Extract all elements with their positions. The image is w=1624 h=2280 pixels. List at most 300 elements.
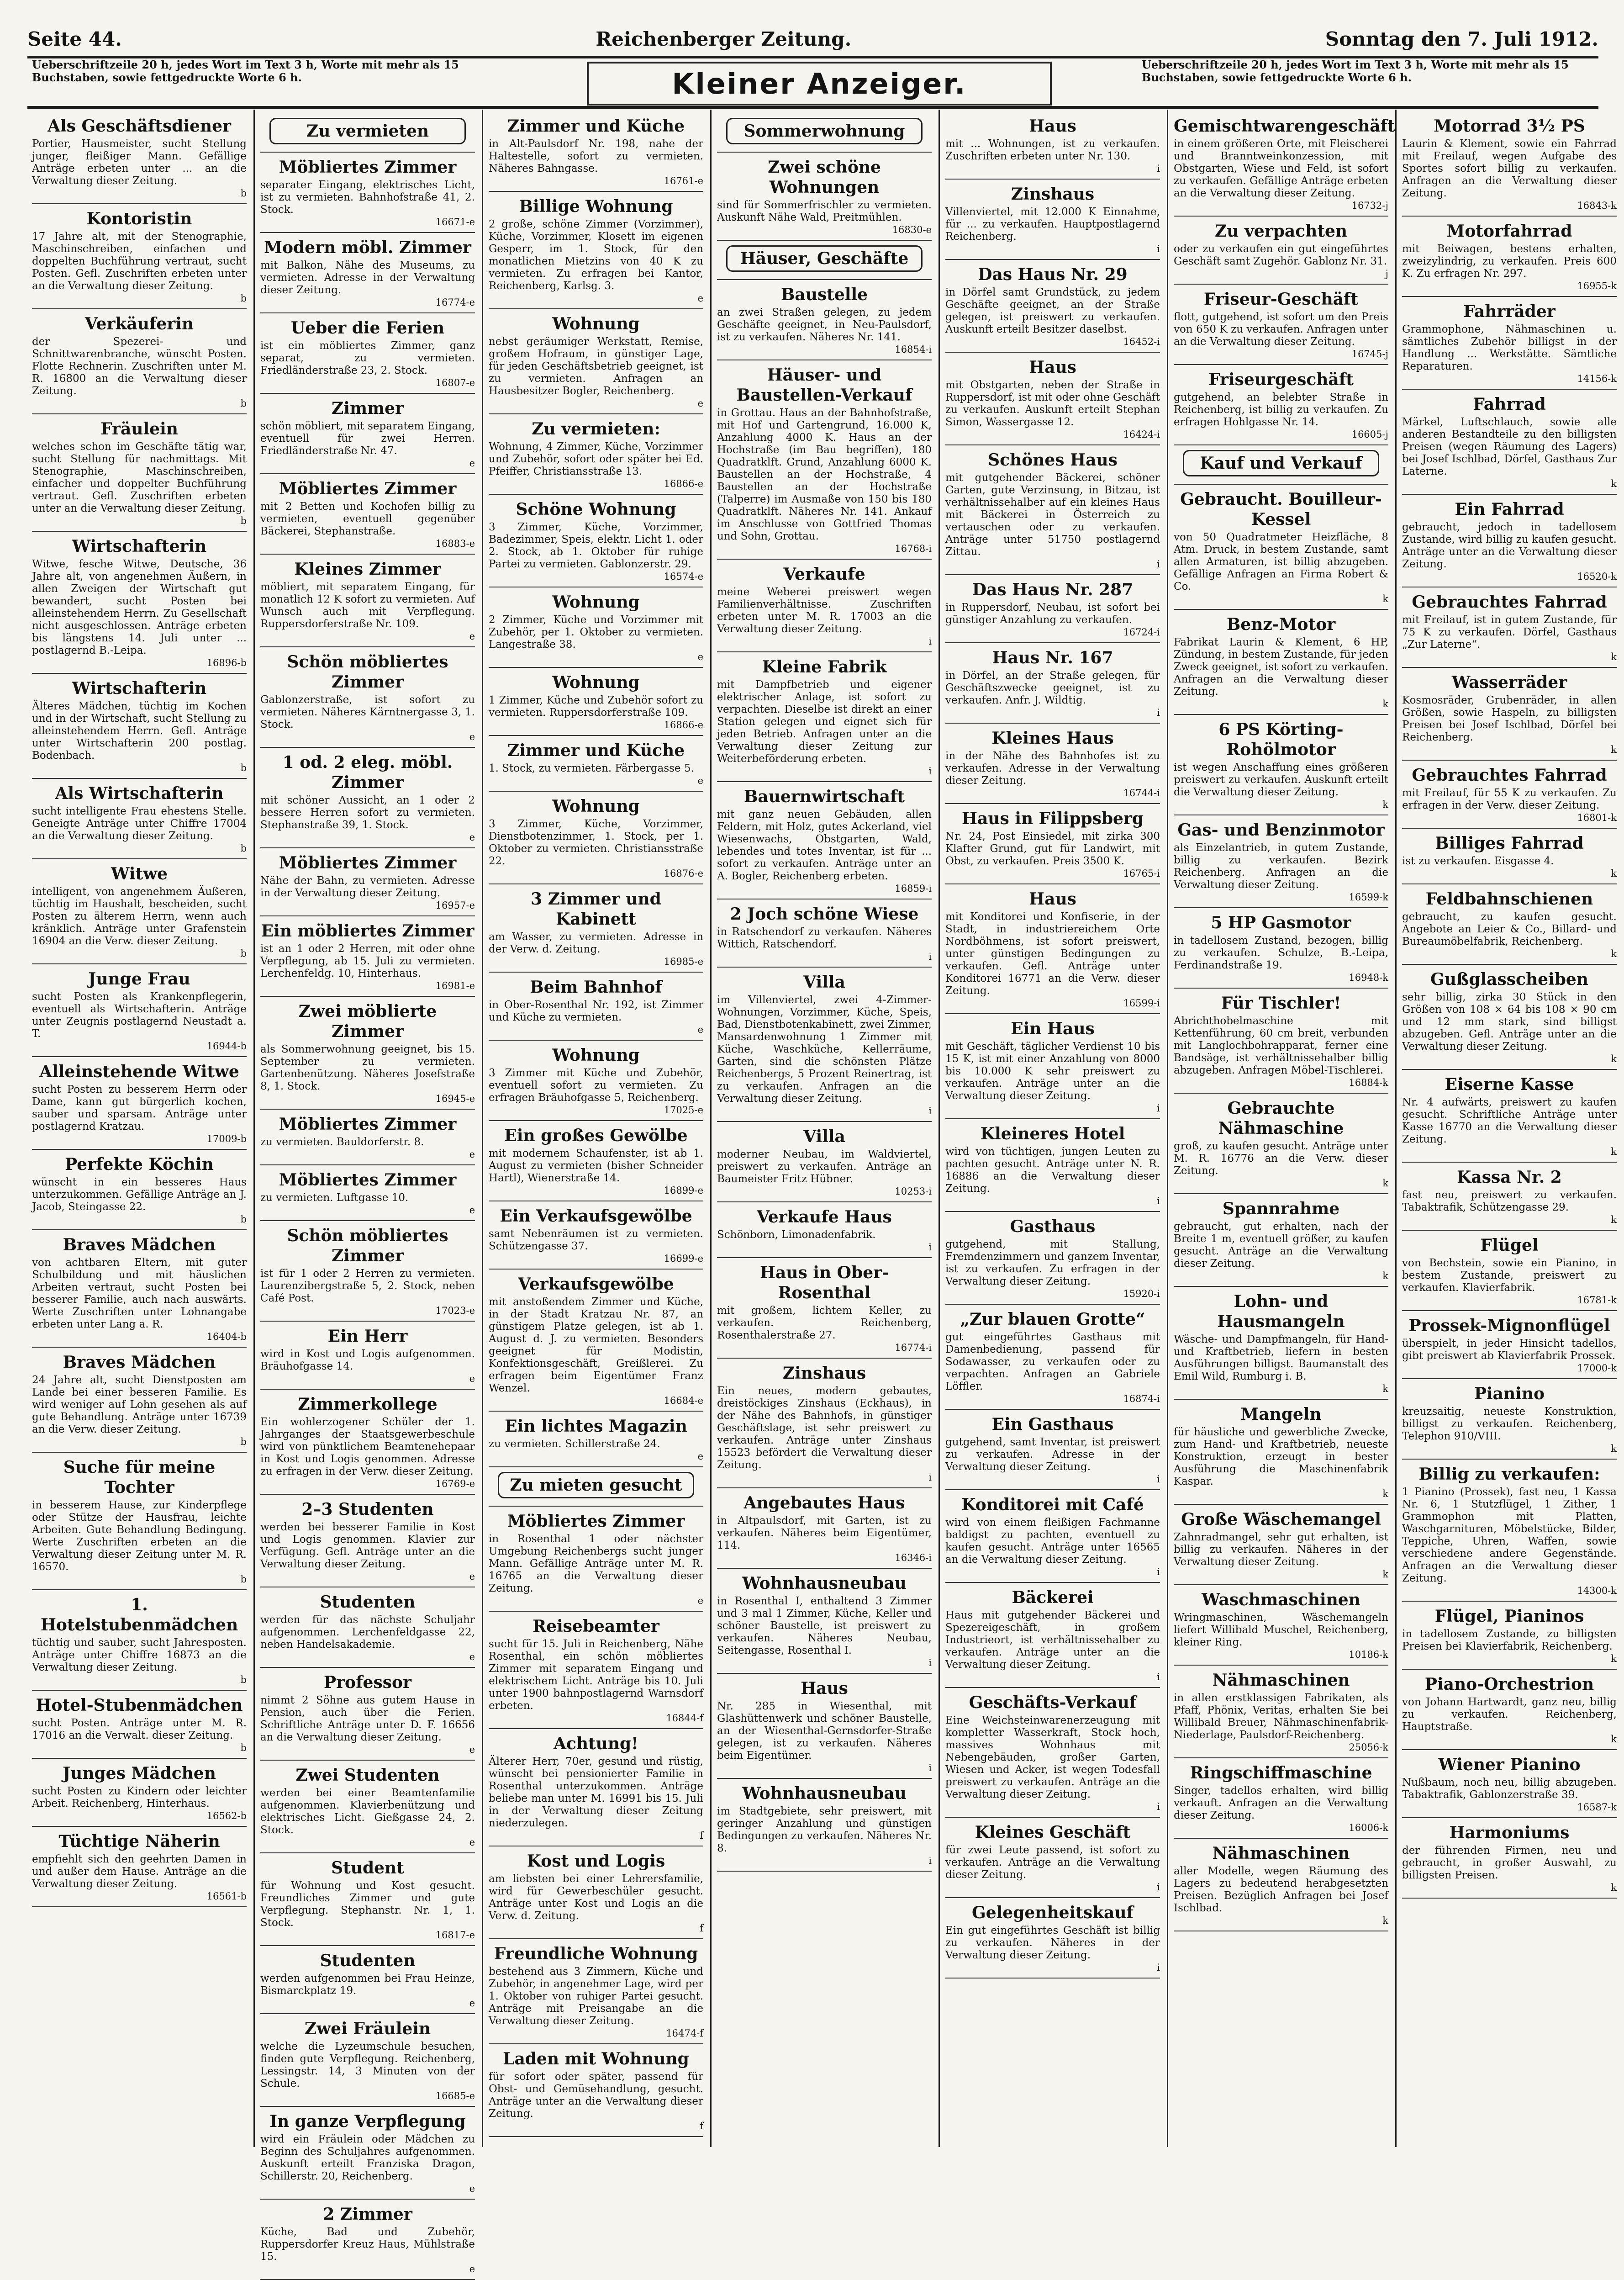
- ad-number: b: [240, 1436, 247, 1447]
- classified-ad: [945, 1822, 1160, 1898]
- ad-body: in tadellosem Zustande, zu billigsten Preisen bei Klavierfabrik, Reichenberg.: [1402, 1628, 1617, 1652]
- ad-number: 16817-e: [435, 1930, 475, 1941]
- ad-number: i: [1157, 1196, 1160, 1206]
- classified-ad: [489, 889, 703, 973]
- classified-ad: [489, 1944, 703, 2044]
- classified-ad: [32, 116, 247, 204]
- ad-heading: Ueber die Ferien: [290, 318, 445, 338]
- ad-body: Kosmosräder, Grubenräder, in allen Größen, sowie Haspeln, zu billigsten Preisen bei Josef Ischlbad, Dörfel bei Reichenberg.: [1402, 694, 1617, 743]
- classified-ad: [717, 1573, 932, 1674]
- ad-body: wünscht in ein besseres Haus unterzukommen. Gefällige Anträge an J. Jacob, Steingasse 22.: [32, 1176, 247, 1213]
- ad-heading: Flügel: [1480, 1236, 1539, 1255]
- ad-number: f: [700, 1830, 703, 1841]
- ad-number: 16948-k: [1349, 972, 1388, 983]
- classified-ad: [32, 1352, 247, 1453]
- classified-ad: [489, 977, 703, 1041]
- classified-ad: [260, 1326, 475, 1390]
- ad-heading: Zimmer und Küche: [507, 741, 685, 760]
- classified-ad: [945, 1903, 1160, 1978]
- classified-ad: [945, 1019, 1160, 1119]
- ad-heading: Ein Gasthaus: [991, 1415, 1114, 1434]
- ad-body: 2 Zimmer, Küche und Vorzimmer mit Zubehör, per 1. Oktober zu vermieten. Langestraße 38.: [489, 614, 703, 651]
- ad-body: wird von einem fleißigen Fachmanne baldigst zu pachten, eventuell zu kaufen gesucht. Anträge unter 16565 an die Verwaltung dieser Zeitung.: [945, 1517, 1160, 1566]
- ad-body: sucht für 15. Juli in Reichenberg, Nähe Rosenthal, ein schön möbliertes Zimmer mit separatem Eingang und elektrischem Licht. Anträge bis 10. Juli unter 1900 bahnpostlagernd Warnsdorf erbeten.: [489, 1638, 703, 1712]
- classified-ad: [32, 1831, 247, 1907]
- classified-ad: [489, 1126, 703, 1201]
- ad-number: i: [1157, 1566, 1160, 1577]
- ad-body: mit ... Wohnungen, ist zu verkaufen. Zuschriften erbeten unter Nr. 130.: [945, 138, 1160, 162]
- classified-ad: [489, 1416, 703, 1467]
- classified-ad: [945, 1587, 1160, 1688]
- ad-number: k: [1382, 698, 1388, 709]
- ad-number: k: [1611, 948, 1617, 959]
- classified-ad: [1402, 116, 1617, 217]
- ad-number: k: [1611, 1882, 1617, 1893]
- ad-heading: Fahrrad: [1473, 395, 1546, 414]
- ad-heading: Ein Fahrrad: [1455, 500, 1564, 519]
- ad-heading: Möbliertes Zimmer: [279, 479, 457, 498]
- ad-number: e: [469, 1744, 475, 1755]
- classified-ad: [260, 1592, 475, 1668]
- classified-ad: [1174, 489, 1388, 610]
- classified-ad: [489, 314, 703, 414]
- ad-body: von 50 Quadratmeter Heizfläche, 8 Atm. Druck, in bestem Zustande, samt allen Armaturen, ist billig abzugeben. Gefällige Anfragen an Firma Robert & Co.: [1174, 531, 1388, 592]
- ad-heading: Billiges Fahrrad: [1435, 834, 1584, 853]
- ad-heading: Gas- und Benzinmotor: [1177, 820, 1385, 840]
- ad-body: Nr. 4 aufwärts, preiswert zu kaufen gesucht. Schriftliche Anträge unter Kasse 16770 an die Verwaltung dieser Zeitung.: [1402, 1096, 1617, 1145]
- ad-heading: Zimmerkollege: [298, 1395, 438, 1414]
- classified-ad: [489, 672, 703, 736]
- ad-number: k: [1382, 1915, 1388, 1926]
- ad-body: gebraucht, zu kaufen gesucht. Angebote an Leier & Co., Billard- und Bureaumöbelfabrik, Reichenberg.: [1402, 911, 1617, 947]
- ad-heading: Kleines Haus: [991, 729, 1114, 748]
- ad-number: 16474-f: [666, 2028, 703, 2039]
- ad-number: 16774-e: [435, 297, 475, 308]
- ad-heading: Möbliertes Zimmer: [279, 1170, 457, 1190]
- ad-number: i: [928, 951, 932, 962]
- ad-heading: Kleine Fabrik: [762, 657, 887, 677]
- ad-body: im Stadtgebiete, sehr preiswert, mit geringer Anzahlung und günstigen Bedingungen zu verkaufen. Näheres Nr. 8.: [717, 1805, 932, 1854]
- ad-body: intelligent, von angenehmem Äußeren, tüchtig im Haushalt, bescheiden, sucht Posten zu älterem Herrn, wenn auch kränklich. Anträge unter Grafenstein 16904 an die Verw. dieser Zeitung.: [32, 886, 247, 947]
- classified-ad: [489, 2049, 703, 2137]
- ad-number: i: [1157, 243, 1160, 254]
- classified-ad: [1174, 913, 1388, 989]
- ad-body: mit schöner Aussicht, an 1 oder 2 bessere Herren sofort zu vermieten. Stephanstraße 39, 1. Stock.: [260, 794, 475, 831]
- ad-body: Eine Weichsteinwarenerzeugung mit kompletter Wasserkraft, Stock hoch, massives Wohnhaus mit Nebengebäuden, großer Garten, Wiesen und Acker, ist wegen Todesfall preiswert zu verkaufen. Anträge an die Verwaltung dieser Zeitung.: [945, 1714, 1160, 1800]
- ad-number: k: [1611, 868, 1617, 879]
- ad-body: in Ober-Rosenthal Nr. 192, ist Zimmer und Küche zu vermieten.: [489, 999, 703, 1023]
- classified-ad: [489, 1274, 703, 1412]
- ad-number: e: [469, 2183, 475, 2194]
- classified-ad: [260, 921, 475, 997]
- classified-ad: [717, 157, 932, 241]
- ad-number: e: [469, 631, 475, 642]
- ad-column: [1174, 114, 1395, 2147]
- classified-ad: [717, 1678, 932, 1779]
- ad-heading: Suche für meine Tochter: [63, 1458, 216, 1497]
- ad-number: k: [1611, 1146, 1617, 1157]
- ad-number: i: [928, 1657, 932, 1668]
- ad-body: moderner Neubau, im Waldviertel, preiswert zu verkaufen. Anträge an Baumeister Fritz Hübner.: [717, 1148, 932, 1185]
- ad-number: i: [1157, 559, 1160, 570]
- ad-body: Ein gut eingeführtes Geschäft ist billig zu verkaufen. Näheres in der Verwaltung dieser Zeitung.: [945, 1925, 1160, 1961]
- classified-ad: [1174, 370, 1388, 445]
- ad-heading: Reisebeamter: [533, 1617, 659, 1636]
- ad-number: 16562-b: [206, 1810, 247, 1821]
- ad-heading: Zimmer und Küche: [507, 116, 685, 136]
- classified-ad: [945, 1495, 1160, 1583]
- classified-ad: [489, 1045, 703, 1121]
- ad-number: f: [700, 2121, 703, 2132]
- ad-body: in tadellosem Zustand, bezogen, billig zu verkaufen. Schulze, B.-Leipa, Ferdinandstraße 19.: [1174, 935, 1388, 971]
- ad-body: Fabrikat Laurin & Klement, 6 HP, Zündung, in bestem Zustande, für jeden Zweck geeignet, ist sofort zu verkaufen. Anfragen an die Verwaltung dieser Zeitung.: [1174, 636, 1388, 698]
- classified-ad: [489, 419, 703, 495]
- ad-heading: Villa: [803, 973, 845, 992]
- ad-body: der Spezerei- und Schnittwarenbranche, wünscht Posten. Flotte Rechnerin. Zuschriften unter M. R. 16800 an die Verwaltung dieser Zeitung.: [32, 336, 247, 397]
- ad-number: 16745-j: [1351, 349, 1388, 360]
- issue-date: Sonntag den 7. Juli 1912.: [1325, 27, 1598, 50]
- ad-number: i: [928, 1106, 932, 1116]
- ad-body: in Dörfel, an der Straße gelegen, für Geschäftszwecke geeignet, ist zu verkaufen. Anfr. J. Wildtig.: [945, 670, 1160, 706]
- ad-number: 16899-e: [664, 1185, 703, 1196]
- classified-ad: [1174, 1291, 1388, 1400]
- ad-number: 16699-e: [664, 1253, 703, 1264]
- ad-body: Abrichthobelmaschine mit Kettenführung, 60 cm breit, verbunden mit Langlochbohrapparat, ferner eine Bandsäge, ist verhältnissehalber billig abzugeben. Anfragen Möbel-Tischlerei.: [1174, 1015, 1388, 1076]
- ad-heading: Geschäfts-Verkauf: [969, 1693, 1137, 1712]
- ad-number: e: [697, 651, 703, 662]
- ad-number: 16605-j: [1351, 429, 1388, 440]
- ad-heading: Gebrauchtes Fahrrad: [1412, 766, 1607, 785]
- ad-body: in der Nähe des Bahnhofes ist zu verkaufen. Adresse in der Verwaltung dieser Zeitung.: [945, 750, 1160, 787]
- ad-heading: Studenten: [320, 1592, 416, 1612]
- ad-heading: Kleineres Hotel: [980, 1124, 1125, 1143]
- ad-body: für zwei Leute passend, ist sofort zu verkaufen. Anträge an die Verwaltung dieser Zeitung.: [945, 1844, 1160, 1881]
- ad-heading: Kost und Logis: [527, 1852, 665, 1871]
- ad-body: gutgehend, an belebter Straße in Reichenberg, ist billig zu verkaufen. Zu erfragen Hohlgasse Nr. 14.: [1174, 391, 1388, 428]
- classified-ad: [32, 1062, 247, 1150]
- ad-heading: Spannrahme: [1222, 1199, 1340, 1218]
- ad-heading: Beim Bahnhof: [530, 978, 662, 997]
- classified-ad: [32, 783, 247, 859]
- ad-heading: Mangeln: [1240, 1405, 1322, 1424]
- ad-heading: Braves Mädchen: [63, 1353, 216, 1372]
- ad-body: 3 Zimmer mit Küche und Zubehör, eventuell sofort zu vermieten. Zu erfragen Bräuhofgasse 5, Reichenberg.: [489, 1067, 703, 1104]
- ad-body: Älteres Mädchen, tüchtig im Kochen und in der Wirtschaft, sucht Stellung zu alleinstehendem Herrn. Gefl. Anträge unter Wirtschafterin 200 postlag. Bodenbach.: [32, 700, 247, 762]
- ad-heading: Gebrauchte Nähmaschine: [1218, 1099, 1344, 1138]
- ad-heading: Gebrauchtes Fahrrad: [1412, 592, 1607, 612]
- ad-body: Nähe der Bahn, zu vermieten. Adresse in der Verwaltung dieser Zeitung.: [260, 875, 475, 899]
- ad-number: e: [697, 775, 703, 786]
- ad-heading: Pianino: [1474, 1384, 1545, 1403]
- ad-heading: Motorfahrrad: [1446, 222, 1572, 241]
- ad-heading: Schön möbliertes Zimmer: [287, 652, 448, 692]
- ad-body: ist zu verkaufen. Eisgasse 4.: [1402, 855, 1554, 867]
- ad-heading: Benz-Motor: [1226, 615, 1336, 634]
- ad-body: sind für Sommerfrischler zu vermieten. Auskunft Nähe Wald, Preitmühlen.: [717, 199, 932, 223]
- ad-number: 17025-e: [664, 1105, 703, 1116]
- classified-ad: [945, 357, 1160, 445]
- ad-body: als Sommerwohnung geeignet, bis 15. September zu vermieten. Gartenbenützung. Näheres Josefstraße 8, 1. Stock.: [260, 1043, 475, 1092]
- ad-heading: Verkaufe Haus: [757, 1207, 892, 1227]
- ad-number: i: [1157, 1882, 1160, 1893]
- ad-number: 16774-i: [895, 1342, 932, 1353]
- ad-number: 16945-e: [435, 1093, 475, 1104]
- ad-heading: Ein großes Gewölbe: [504, 1126, 688, 1145]
- ad-body: zu vermieten. Luftgasse 10.: [260, 1192, 409, 1204]
- ad-heading: Konditorei mit Café: [961, 1495, 1144, 1514]
- ad-number: k: [1382, 1488, 1388, 1499]
- ad-heading: Ein Verkaufsgewölbe: [500, 1206, 692, 1226]
- ad-heading: Friseur-Geschäft: [1203, 290, 1359, 309]
- classified-ad: [717, 1363, 932, 1488]
- ad-number: b: [240, 398, 247, 409]
- ad-number: 16944-b: [206, 1041, 247, 1052]
- ad-heading: Junge Frau: [88, 969, 190, 989]
- ad-number: 16859-i: [895, 883, 932, 894]
- page-number: Seite 44.: [27, 27, 122, 50]
- classified-ad: [1402, 302, 1617, 390]
- ad-body: für Wohnung und Kost gesucht. Freundliches Zimmer und gute Verpflegung. Stephanstr. Nr. 1, 1. Stock.: [260, 1880, 475, 1929]
- newspaper-title: Reichenberger Zeitung.: [596, 27, 852, 50]
- ad-number: 16724-i: [1123, 627, 1160, 638]
- ad-number: b: [240, 188, 247, 199]
- section-heading-box: [260, 118, 475, 153]
- ad-body: Zahnradmangel, sehr gut erhalten, ist billig zu verkaufen. Näheres in der Verwaltung dieser Zeitung.: [1174, 1531, 1388, 1568]
- ad-heading: Gußglasscheiben: [1430, 970, 1588, 989]
- ad-body: in einem größeren Orte, mit Fleischerei und Branntweinkonzession, mit Obstgarten, Wiese und Feld, ist sofort zu verkaufen. Gefällige Anträge erbeten an die Verwaltung dieser Zeitung.: [1174, 138, 1388, 199]
- ad-body: nebst geräumiger Werkstatt, Remise, großem Hofraum, in günstiger Lage, für jeden Geschäftsbetrieb geeignet, ist zu vermieten. Anfragen an Hausbesitzer Bogler, Reichenberg.: [489, 336, 703, 397]
- ad-heading: Professor: [324, 1673, 411, 1692]
- ad-body: Wohnung, 4 Zimmer, Küche, Vorzimmer und Zubehör, sofort oder später bei Ed. Pfeiffer, Christiansstraße 13.: [489, 441, 703, 477]
- ad-heading: Kauf und Verkauf: [1183, 450, 1379, 476]
- classified-ad: [260, 1765, 475, 1853]
- ad-heading: Achtung!: [554, 1734, 638, 1753]
- ad-heading: Verkaufsgewölbe: [518, 1275, 674, 1294]
- ad-body: Grammophone, Nähmaschinen u. sämtliches Zubehör billigst in der Handlung ... Werkstätte. Sämtliche Reparaturen.: [1402, 323, 1617, 372]
- ad-heading: Verkäuferin: [84, 314, 194, 333]
- ad-body: aller Modelle, wegen Räumung des Lagers zu bedeutend herabgesetzten Preisen. Bezüglich Anfragen bei Josef Ischlbad.: [1174, 1865, 1388, 1914]
- ad-body: nimmt 2 Söhne aus gutem Hause in Pension, auch über die Ferien. Schriftliche Anträge unter D. F. 16656 an die Verwaltung dieser Zeitung.: [260, 1694, 475, 1743]
- ad-heading: 1. Hotelstubenmädchen: [40, 1595, 238, 1635]
- classified-ad: [260, 318, 475, 394]
- ad-body: Ein neues, modern gebautes, dreistöckiges Zinshaus (Eckhaus), in der Nähe des Bahnhofs, in günstiger Geschäftslage, ist sehr preiswert zu verkaufen. Anträge unter Zinshaus 15523 befördert die Verwaltung dieser Zeitung.: [717, 1385, 932, 1471]
- ad-body: der führenden Firmen, neu und gebraucht, in großer Auswahl, zu billigsten Preisen.: [1402, 1845, 1617, 1881]
- ad-number: 16866-e: [664, 478, 703, 489]
- classified-ad: [1402, 1823, 1617, 1899]
- classified-ad: [945, 889, 1160, 1014]
- ad-number: 16599-i: [1123, 998, 1160, 1009]
- ad-body: 17 Jahre alt, mit der Stenographie, Maschinschreiben, einfachen und doppelten Buchführung vertraut, sucht Posten. Gefl. Zuschriften erbeten unter an die Verwaltung dieser Zeitung.: [32, 231, 247, 292]
- ad-number: 16520-k: [1577, 571, 1617, 582]
- ad-body: für sofort oder später, passend für Obst- und Gemüsehandlung, gesucht. Anträge unter an die Verwaltung dieser Zeitung.: [489, 2071, 703, 2120]
- classified-ad: [1402, 1167, 1617, 1231]
- ad-number: 16874-i: [1123, 1393, 1160, 1404]
- ad-body: Haus mit gutgehender Bäckerei und Spezereigeschäft, in großem Industrieort, ist verhältnissehalber zu verkaufen. Anträge unter an die Verwaltung dieser Zeitung.: [945, 1609, 1160, 1671]
- classified-ad: [260, 2019, 475, 2107]
- ad-number: k: [1611, 1653, 1617, 1664]
- ad-body: separater Eingang, elektrisches Licht, ist zu vermieten. Bahnhofstraße 41, 2. Stock.: [260, 179, 475, 216]
- ad-heading: Schöne Wohnung: [516, 500, 676, 519]
- classified-ad: [717, 285, 932, 360]
- ad-heading: Piano-Orchestrion: [1424, 1675, 1594, 1694]
- ad-column: [1402, 114, 1617, 2147]
- classified-ad: [32, 864, 247, 964]
- classified-ad: [260, 1672, 475, 1761]
- column-divider: [710, 110, 712, 2147]
- ad-number: i: [928, 1242, 932, 1253]
- ad-heading: Haus in Ober-Rosenthal: [759, 1263, 889, 1302]
- classified-ad: [1174, 221, 1388, 285]
- classified-ad: [260, 559, 475, 647]
- ad-number: b: [240, 1674, 247, 1685]
- classified-ad: [489, 796, 703, 884]
- classified-ad: [489, 592, 703, 668]
- classified-ad: [1174, 116, 1395, 217]
- ad-body: samt Nebenräumen ist zu vermieten. Schützengasse 37.: [489, 1228, 703, 1252]
- ad-number: e: [469, 2264, 475, 2275]
- ad-number: e: [697, 1451, 703, 1462]
- ad-number: e: [469, 1149, 475, 1160]
- ad-number: b: [240, 762, 247, 773]
- ad-heading: Möbliertes Zimmer: [507, 1512, 685, 1531]
- classified-ad: [717, 365, 932, 560]
- ad-number: 16599-k: [1349, 892, 1388, 903]
- ad-number: k: [1611, 651, 1617, 662]
- ad-number: 14156-k: [1577, 373, 1617, 384]
- ad-body: mit Obstgarten, neben der Straße in Ruppersdorf, ist mit oder ohne Geschäft zu verkaufen. Auskunft erteilt Stephan Simon, Wassergasse 12.: [945, 379, 1160, 428]
- ad-body: Wäsche- und Dampfmangeln, für Hand- und Kraftbetrieb, liefern in besten Ausführungen billigst. Baumanstalt des Emil Wild, Rumburg i. B.: [1174, 1333, 1388, 1382]
- ad-heading: Wohnung: [552, 592, 640, 612]
- ad-heading: Freundliche Wohnung: [494, 1944, 698, 1963]
- ad-heading: Kleines Zimmer: [294, 560, 441, 579]
- ad-body: fast neu, preiswert zu verkaufen. Tabaktrafik, Schützengasse 29.: [1402, 1189, 1617, 1213]
- classified-ad: [260, 238, 475, 313]
- classified-ad: [1174, 289, 1388, 365]
- classified-ad: [1174, 1670, 1388, 1758]
- ad-column: [32, 114, 247, 2147]
- ad-body: werden bei einer Beamtenfamilie aufgenommen. Klavierbenützung und elektrisches Licht. Gießgasse 24, 2. Stock.: [260, 1787, 475, 1836]
- ad-number: b: [240, 293, 247, 304]
- ad-body: mit ganz neuen Gebäuden, allen Feldern, mit Holz, gutes Ackerland, viel Wiesenwachs, Obstgarten, Wald, lebendes und totes Inventar, ist für ... sofort zu verkaufen. Anträge unter an A. Bogler, Reichenberg erbeten.: [717, 809, 932, 882]
- classified-ad: [260, 652, 475, 748]
- ad-heading: Zu vermieten: [269, 118, 466, 144]
- ad-body: Portier, Hausmeister, sucht Stellung junger, fleißiger Mann. Gefällige Anträge erbeten unter ... an die Verwaltung dieser Zeitung.: [32, 138, 247, 187]
- ad-body: gutgehend, mit Stallung, Fremdenzimmern und ganzem Inventar, ist zu verkaufen. Zu erfragen in der Verwaltung dieser Zeitung.: [945, 1238, 1160, 1287]
- ad-body: gutgehend, samt Inventar, ist preiswert zu verkaufen. Adresse in der Verwaltung dieser Zeitung.: [945, 1436, 1160, 1473]
- ad-heading: Zwei möblierte Zimmer: [298, 1002, 437, 1041]
- ad-heading: 1 od. 2 eleg. möbl. Zimmer: [282, 753, 453, 792]
- ad-body: mit Beiwagen, bestens erhalten, zweizylindrig, zu verkaufen. Preis 600 K. Zu erfragen Nr. 297.: [1402, 243, 1617, 280]
- ad-body: Älterer Herr, 70er, gesund und rüstig, wünscht bei pensionierter Familie in Rosenthal unterzukommen. Anträge beliebe man unter M. 16991 bis 15. Juli in der Verwaltung dieser Zeitung niederzulegen.: [489, 1756, 703, 1829]
- ad-body: 1 Zimmer, Küche und Zubehör sofort zu vermieten. Ruppersdorferstraße 109.: [489, 694, 703, 719]
- ad-heading: Eiserne Kasse: [1445, 1075, 1574, 1094]
- classified-ad: [717, 1493, 932, 1569]
- classified-ad: [32, 969, 247, 1057]
- classified-ad: [1174, 993, 1388, 1094]
- ad-number: k: [1611, 1214, 1617, 1225]
- section-banner: Kleiner Anzeiger.: [587, 62, 1052, 106]
- column-divider: [253, 110, 255, 2147]
- classified-ad: [945, 116, 1160, 180]
- ad-body: kreuzsaitig, neueste Konstruktion, billigst zu verkaufen. Reichenberg, Telephon 910/VIII.: [1402, 1406, 1617, 1442]
- classified-ad: [32, 1457, 247, 1590]
- ad-body: sucht Posten als Krankenpflegerin, eventuell als Wirtschafterin. Anträge unter Zeugnis postlagernd Neustadt a. T.: [32, 991, 247, 1040]
- ad-number: b: [240, 1574, 247, 1585]
- ad-number: b: [240, 1742, 247, 1753]
- ad-heading: Zwei schöne Wohnungen: [768, 158, 881, 197]
- ad-number: 16424-i: [1123, 429, 1160, 440]
- ad-number: b: [240, 515, 247, 526]
- ad-heading: Lohn- und Hausmangeln: [1217, 1292, 1345, 1331]
- ad-number: e: [469, 1571, 475, 1582]
- ad-heading: Ein möbliertes Zimmer: [261, 921, 475, 941]
- ad-heading: Wohnung: [552, 797, 640, 816]
- classified-ad: [260, 398, 475, 474]
- ad-body: wird ein Fräulein oder Mädchen zu Beginn des Schuljahres aufgenommen. Auskunft erteilt Franziska Dragon, Schillerstr. 20, Reichenberg.: [260, 2133, 475, 2182]
- ad-number: e: [697, 293, 703, 304]
- ad-heading: Gebraucht. Bouilleur-Kessel: [1180, 490, 1382, 529]
- ad-number: 14300-k: [1577, 1585, 1617, 1596]
- ad-body: sucht Posten. Anträge unter M. R. 17016 an die Verwalt. dieser Zeitung.: [32, 1717, 247, 1741]
- section-heading-box: [1174, 450, 1388, 485]
- ad-heading: Als Wirtschafterin: [55, 784, 224, 803]
- ad-heading: Zu vermieten:: [532, 419, 660, 439]
- ad-heading: Wohnhausneubau: [742, 1784, 907, 1803]
- ad-number: k: [1611, 478, 1617, 489]
- classified-ad: [717, 972, 932, 1122]
- classified-ad: [1402, 221, 1617, 297]
- ad-heading: Wiener Pianino: [1438, 1755, 1581, 1774]
- ad-number: 16768-i: [895, 543, 932, 554]
- classified-ad: [1174, 719, 1388, 815]
- ad-heading: Ringschiffmaschine: [1190, 1763, 1372, 1783]
- section-heading-box: [489, 1472, 703, 1507]
- section-heading-box: [717, 118, 932, 153]
- rate-terms-right: Ueberschriftzeile 20 h, jedes Wort im Text 3 h, Worte mit mehr als 15 Buchstaben, sowie fettgedruckte Worte 6 h.: [1142, 58, 1569, 84]
- column-divider: [939, 110, 940, 2147]
- classified-ad: [945, 184, 1160, 260]
- classified-ad: [32, 209, 247, 309]
- ad-body: mit Geschäft, täglicher Verdienst 10 bis 15 K, ist mit einer Anzahlung von 8000 bis 10.000 K sehr preiswert zu verkaufen. Anträge unter an die Verwaltung dieser Zeitung.: [945, 1041, 1160, 1102]
- ad-body: mit großem, lichtem Keller, zu verkaufen. Reichenberg, Rosenthalerstraße 27.: [717, 1305, 932, 1341]
- ad-body: mit modernem Schaufenster, ist ab 1. August zu vermieten (bisher Schneider Hartl), Wienerstraße 14.: [489, 1148, 703, 1184]
- ad-number: k: [1382, 1178, 1388, 1189]
- ad-heading: Zwei Studenten: [295, 1766, 440, 1785]
- ad-body: welches schon im Geschäfte tätig war, sucht Stellung für nachmittags. Mit Stenographie, Maschinschreiben, einfacher und doppelter Buchführung vertraut. Gefl. Zuschriften erbeten unter an die Verwaltung dieser Zeitung.: [32, 441, 247, 514]
- classified-ad: [489, 196, 703, 309]
- ad-heading: Fahrräder: [1463, 302, 1555, 321]
- ad-number: 16957-e: [435, 900, 475, 911]
- ad-heading: Ein lichtes Magazin: [505, 1417, 687, 1436]
- ad-heading: Verkaufe: [783, 565, 865, 584]
- ad-heading: Häuser- und Baustellen-Verkauf: [736, 365, 912, 405]
- ad-heading: Junges Mädchen: [63, 1764, 216, 1783]
- ad-heading: Möbliertes Zimmer: [279, 158, 457, 177]
- ad-body: Singer, tadellos erhalten, wird billig verkauft. Anfragen an die Verwaltung dieser Zeitung.: [1174, 1785, 1388, 1821]
- classified-ad: [260, 1499, 475, 1587]
- ad-body: Gablonzerstraße, ist sofort zu vermieten. Näheres Kärntnergasse 3, 1. Stock.: [260, 694, 475, 730]
- classified-ad: [489, 116, 703, 192]
- ad-body: 1. Stock, zu vermieten. Färbergasse 5.: [489, 762, 694, 774]
- ad-number: k: [1611, 1443, 1617, 1454]
- ad-body: Nr. 24, Post Einsiedel, mit zirka 300 Klafter Grund, gut für Landwirt, mit Obst, zu verkaufen. Preis 3500 K.: [945, 831, 1160, 867]
- ad-heading: Möbliertes Zimmer: [279, 1115, 457, 1134]
- classified-ad: [489, 1511, 703, 1612]
- classified-ad: [945, 648, 1160, 724]
- classified-ad: [489, 1851, 703, 1939]
- ad-body: möbliert, mit separatem Eingang, für monatlich 12 K sofort zu vermieten. Auf Wunsch auch mit Verpflegung. Ruppersdorferstraße Nr. 109.: [260, 581, 475, 630]
- classified-ad: [260, 1170, 475, 1221]
